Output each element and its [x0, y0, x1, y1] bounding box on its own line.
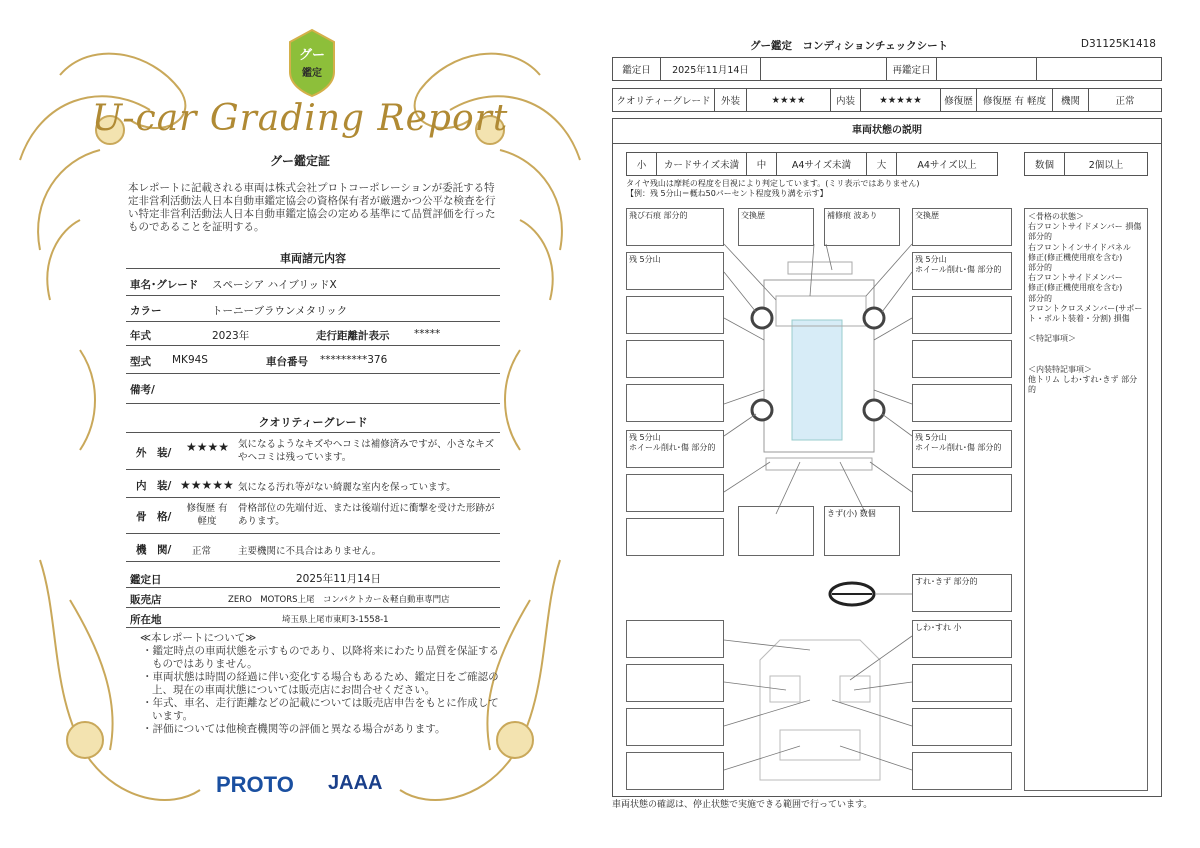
- spec-value: *****: [414, 328, 441, 340]
- spec-value: *********376: [320, 354, 388, 366]
- condition-check-sheet: [600, 0, 1200, 848]
- note-item: ・年式、車名、走行距離などの記載については販売店申告をもとに作成しています。: [142, 697, 499, 722]
- engine-value: 正常: [192, 546, 212, 557]
- spec-value: MK94S: [172, 354, 208, 366]
- spec-value: 2023年: [212, 330, 250, 342]
- grade-row-engine: [126, 534, 500, 562]
- damage-box-empty: [626, 518, 724, 556]
- interior-stars: ★★★★★: [180, 478, 234, 492]
- damage-box-empty: [626, 474, 724, 512]
- spec-label: 型式: [130, 356, 151, 368]
- note-item: ・鑑定時点の車両状態を示すものであり、以降将来にわたり品質を保証するものではありません。: [142, 645, 499, 670]
- cell-value: カードサイズ未満: [657, 153, 747, 176]
- proto-logo: PROTO: [216, 772, 294, 797]
- grade-desc: 気になる汚れ等がない綺麗な室内を保っています。: [238, 482, 456, 493]
- cell-value: 修復歴 有 軽度: [977, 89, 1053, 112]
- cell-label: 大: [867, 153, 897, 176]
- row-label: 鑑定日: [130, 574, 162, 586]
- grade-label: 外 装/: [136, 447, 172, 459]
- spec-row-name: [126, 270, 500, 296]
- frame-notes-column: ＜骨格の状態＞ 右フロントサイドメンバー 損傷 部分的 右フロントインサイドパネル 修正(修正機使用痕を含む) 部分的 右フロントサイドメンバー 修正(修正機使用痕を含む) 部分的 フロントクロスメンバー(サポート・ボルト装着・分割) 損傷 ＜特記事項＞ ＜内装特記事項＞ 他トリム しわ･すれ･きず 部分的: [1024, 208, 1148, 791]
- grade-title: クオリティーグレード: [258, 416, 368, 429]
- cell-value: 正常: [1089, 89, 1162, 112]
- damage-box-empty: [626, 664, 724, 702]
- damage-box: 補修痕 波あり: [824, 208, 900, 246]
- damage-box-empty: [912, 664, 1012, 702]
- damage-box-empty: [912, 474, 1012, 512]
- grade-row-interior: [126, 470, 500, 498]
- spec-label: 年式: [130, 330, 151, 342]
- cell-value: 2025年11月14日: [661, 58, 761, 81]
- divider: [126, 432, 500, 433]
- sheet-title: グー鑑定 コンディションチェックシート: [750, 40, 949, 52]
- spec-value: スペーシア ハイブリッドX: [212, 279, 337, 291]
- damage-box: 残 5分山 ホイール削れ･傷 部分的: [912, 252, 1012, 290]
- appraisal-date: 2025年11月14日: [296, 573, 381, 585]
- note-item: ・車両状態は時間の経過に伴い変化する場合もあるため、鑑定日をご確認の上、現在の車両状態については販売店にお問合せください。: [142, 671, 499, 696]
- status-title: 車両状態の説明: [612, 118, 1162, 144]
- dealer-address: 埼玉県上尾市東町3-1558-1: [282, 615, 389, 625]
- dealer-name: ZERO MOTORS上尾 コンパクトカー＆軽自動車専門店: [228, 595, 450, 605]
- cell-label: 鑑定日: [613, 58, 661, 81]
- certificate-body: 本レポートに記載される車両は株式会社プロトコーポレーションが委託する特定非営利活動法人日本自動車鑑定協会の資格保有者が厳選かつ公平な検査を行い特定非営利活動法人日本自動車鑑定協会の定める基準にて品質評価を行ったものであることを証明する。: [128, 182, 496, 233]
- damage-box-empty: [626, 384, 724, 422]
- grade-label: 機 関/: [136, 544, 172, 556]
- damage-box: 残 5分山: [626, 252, 724, 290]
- damage-box-empty: [912, 296, 1012, 334]
- cell-label: 修復歴: [941, 89, 977, 112]
- cell-stars: ★★★★★: [861, 89, 941, 112]
- damage-box-empty: [912, 752, 1012, 790]
- damage-box-empty: [626, 620, 724, 658]
- damage-box-empty: [912, 708, 1012, 746]
- document-id: D31125K1418: [1080, 38, 1156, 50]
- cell-value: A4サイズ未満: [777, 153, 867, 176]
- spec-row-color: [126, 296, 500, 322]
- spec-value: トーニーブラウンメタリック: [212, 305, 348, 317]
- cell-label: 小: [627, 153, 657, 176]
- grade-label: 内 装/: [136, 480, 172, 492]
- damage-box: きず(小) 数個: [824, 506, 900, 556]
- address-row: [126, 608, 500, 628]
- spec-row-model: [126, 346, 500, 374]
- tire-note-line: タイヤ残山は摩耗の程度を目視により判定しています。(ミリ表示ではありません): [626, 179, 920, 188]
- tire-note-line: 【例：残 5分山＝概ね50パーセント程度残り溝を示す】: [626, 189, 828, 198]
- specs-title: 車両諸元内容: [280, 252, 346, 265]
- damage-box: しわ･すれ 小: [912, 620, 1012, 658]
- grade-desc: 主要機関に不具合はありません。: [238, 546, 382, 557]
- cell-label: 再鑑定日: [887, 58, 937, 81]
- damage-box: すれ･きず 部分的: [912, 574, 1012, 612]
- report-notes: [140, 632, 500, 736]
- damage-box-empty: [912, 340, 1012, 378]
- spec-label: カラー: [130, 305, 162, 317]
- appraisal-date-row: [126, 566, 500, 588]
- grade-label: 骨 格/: [136, 511, 172, 523]
- note-item: ・評価については他検査機関等の評価と異なる場合があります。: [142, 723, 446, 735]
- row-label: 所在地: [130, 614, 162, 626]
- grade-desc: 気になるようなキズやヘコミは補修済みですが、小さなキズやヘコミは残っています。: [238, 439, 495, 463]
- damage-box-empty: [626, 752, 724, 790]
- grade-desc: 骨格部位の先端付近、または後端付近に衝撃を受けた形跡があります。: [238, 503, 495, 527]
- damage-box-empty: [912, 384, 1012, 422]
- grade-row-frame: [126, 498, 500, 534]
- cell-label: 中: [747, 153, 777, 176]
- cell-value: 2個以上: [1065, 153, 1148, 176]
- damage-box: 交換歴: [738, 208, 814, 246]
- damage-box: 残 5分山 ホイール削れ･傷 部分的: [912, 430, 1012, 468]
- cell-label: 外装: [715, 89, 747, 112]
- damage-box-empty: [626, 340, 724, 378]
- damage-box: 飛び石痕 部分的: [626, 208, 724, 246]
- spec-row-year: [126, 322, 500, 346]
- damage-box-empty: [626, 708, 724, 746]
- certificate-title: グー鑑定証: [269, 154, 330, 168]
- goo-badge-top: グー: [298, 48, 325, 63]
- spec-row-remarks: [126, 374, 500, 404]
- cell-label: クオリティーグレード: [613, 89, 715, 112]
- cell-label: 内装: [831, 89, 861, 112]
- cell-label: 機関: [1053, 89, 1089, 112]
- cell-value: A4サイズ以上: [897, 153, 998, 176]
- spec-label: 車名･グレード: [130, 279, 199, 291]
- spec-label: 備考/: [130, 384, 155, 396]
- damage-box-empty: [626, 296, 724, 334]
- notes-title: ≪本レポートについて≫: [140, 632, 257, 644]
- damage-box: 交換歴: [912, 208, 1012, 246]
- divider: [126, 268, 500, 269]
- dealer-row: [126, 588, 500, 608]
- jaaa-logo: JAAA: [328, 772, 383, 794]
- damage-box: 残 5分山 ホイール削れ･傷 部分的: [626, 430, 724, 468]
- row-label: 販売店: [130, 594, 162, 606]
- grade-row-exterior: [126, 434, 500, 470]
- spec-label: 走行距離計表示: [316, 330, 390, 342]
- footnote: 車両状態の確認は、停止状態で実施できる範囲で行っています。: [612, 800, 873, 810]
- exterior-stars: ★★★★: [186, 440, 230, 454]
- report-title: U-car Grading Report: [91, 98, 509, 139]
- cell-label: 数個: [1025, 153, 1065, 176]
- goo-badge-bottom: 鑑定: [302, 68, 322, 79]
- spec-label: 車台番号: [266, 356, 308, 368]
- damage-box-empty: [738, 506, 814, 556]
- frame-value: 修復歴 有 軽度: [186, 503, 228, 527]
- cell-stars: ★★★★: [747, 89, 831, 112]
